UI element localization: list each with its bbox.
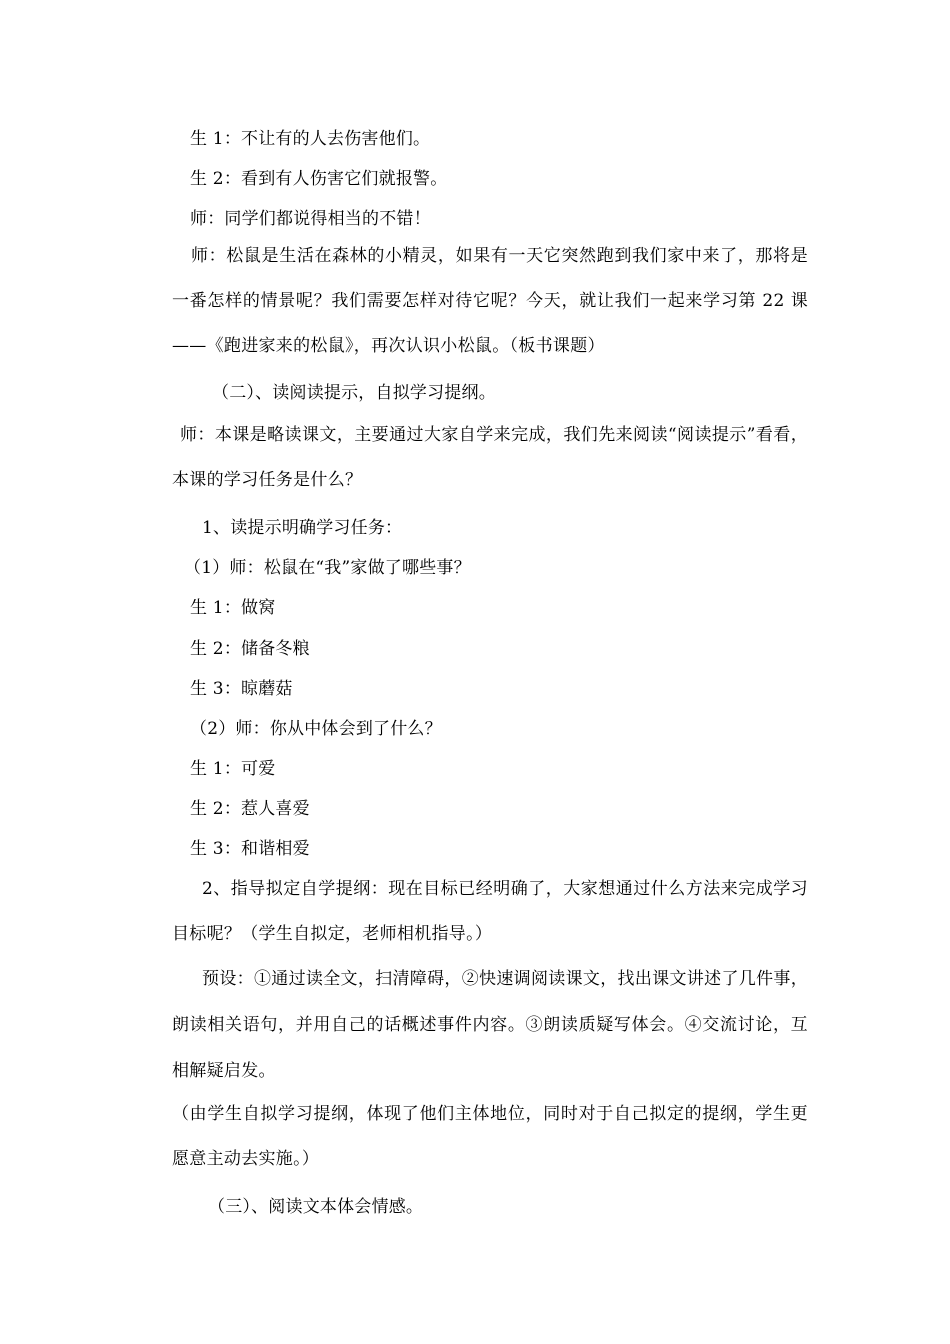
- step-heading: 1、读提示明确学习任务：: [202, 518, 403, 538]
- section-heading: （二）、读阅读提示，自拟学习提纲。: [212, 383, 496, 403]
- task-paragraph: 师：本课是略读课文，主要通过大家自学来完成，我们先来阅读“阅读提示”看看，本课的学习任务是什么？: [172, 425, 808, 490]
- student-answer-line: 生 2：惹人喜爱: [190, 799, 310, 819]
- student-answer-line: 生 2：看到有人伤害它们就报警。: [190, 169, 448, 189]
- question-line: （2）师：你从中体会到了什么？: [190, 719, 442, 739]
- teacher-line: 师：同学们都说得相当的不错！: [190, 209, 431, 229]
- student-answer-line: 生 3：晾蘑菇: [190, 679, 293, 699]
- step2-paragraph: 2、指导拟定自学提纲：现在目标已经明确了，大家想通过什么方法来完成学习目标呢？（学生自拟定，老师相机指导。）: [172, 879, 808, 944]
- student-answer-line: 生 3：和谐相爱: [190, 839, 310, 859]
- student-answer-line: 生 2：储备冬粮: [190, 639, 310, 659]
- intro-paragraph: 师：松鼠是生活在森林的小精灵，如果有一天它突然跑到我们家中来了，那将是一番怎样的情景呢？我们需要怎样对待它呢？今天，就让我们一起来学习第 22 课——《跑进家来的松鼠》，再次认识小松鼠。（板书课题）: [172, 246, 808, 356]
- preset-paragraph: 预设：①通过读全文，扫清障碍，②快速调阅读课文，找出课文讲述了几件事，朗读相关语句，并用自己的话概述事件内容。③朗读质疑写体会。④交流讨论，互相解疑启发。: [172, 969, 808, 1081]
- question-line: （1）师：松鼠在“我”家做了哪些事？: [184, 558, 471, 578]
- section-heading: （三）、阅读文本体会情感。: [208, 1197, 424, 1217]
- student-answer-line: 生 1：不让有的人去伤害他们。: [190, 129, 431, 149]
- student-answer-line: 生 1：做窝: [190, 598, 276, 618]
- note-paragraph: （由学生自拟学习提纲，体现了他们主体地位，同时对于自己拟定的提纲，学生更愿意主动去实施。）: [172, 1104, 808, 1169]
- student-answer-line: 生 1：可爱: [190, 759, 276, 779]
